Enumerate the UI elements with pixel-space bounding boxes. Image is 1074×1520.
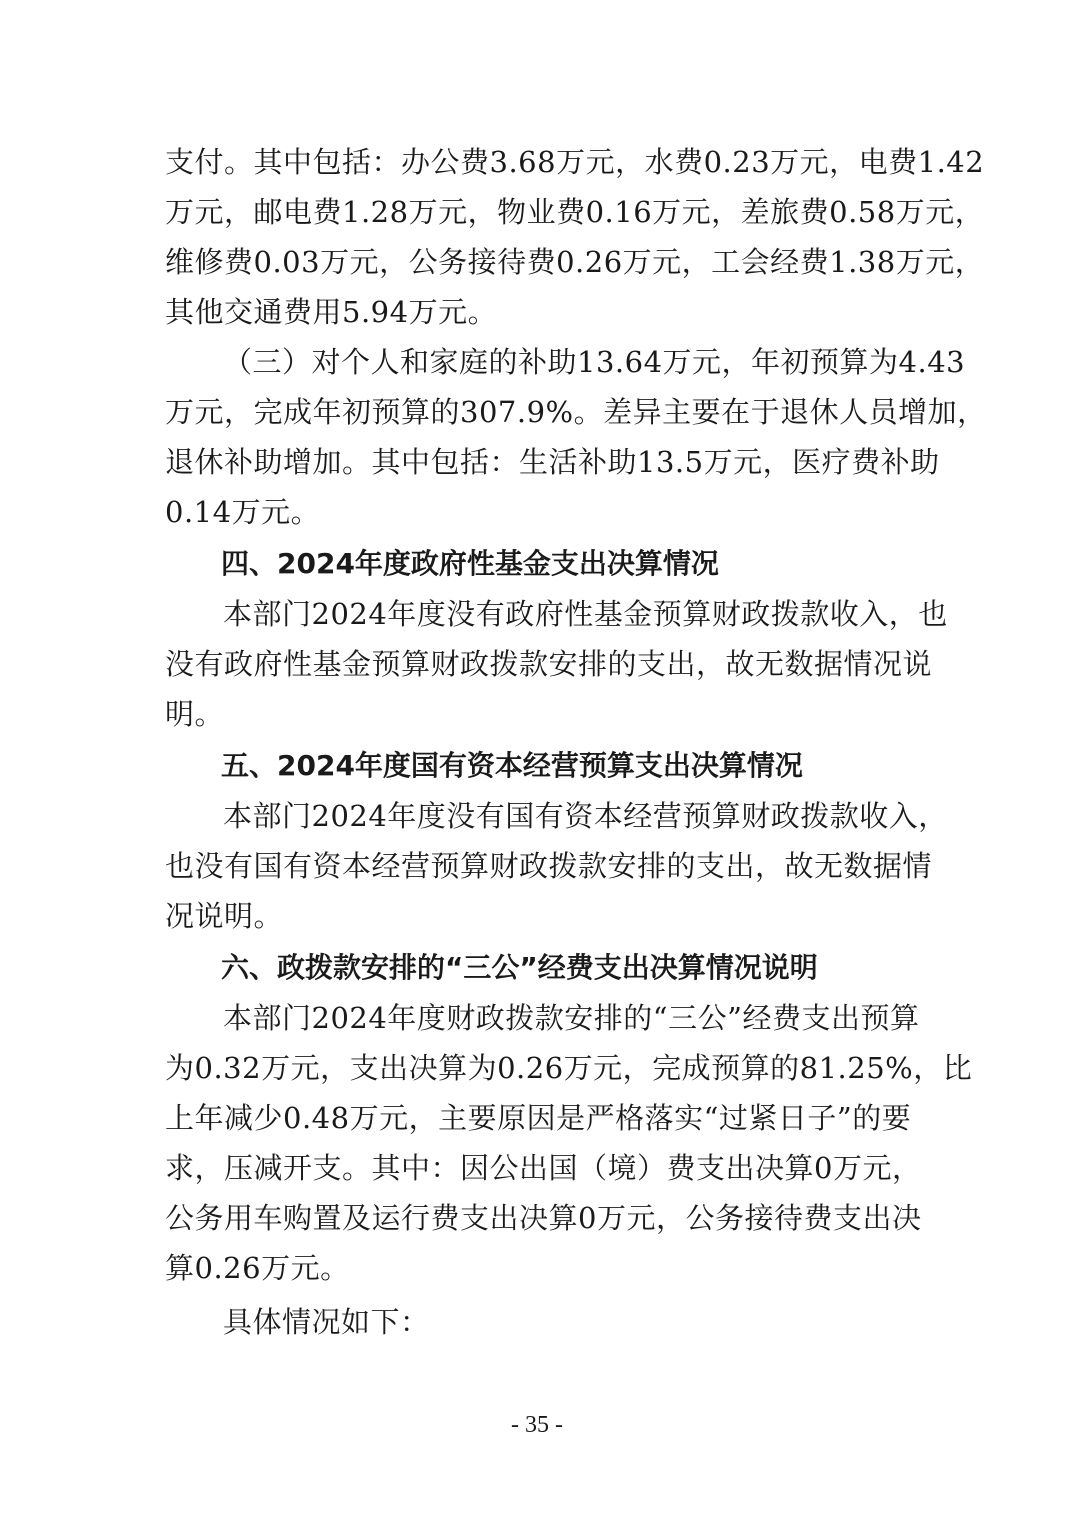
paragraph-line: 为0.32万元，支出决算为0.26万元，完成预算的81.25%，比 (165, 1051, 973, 1085)
paragraph-line: 本部门2024年度财政拨款安排的“三公”经费支出预算 (223, 1001, 920, 1035)
paragraph-line: 退休补助增加。其中包括：生活补助13.5万元，医疗费补助 (165, 445, 940, 479)
section-heading: 六、政拨款安排的“三公”经费支出决算情况说明 (221, 951, 818, 984)
page-number: - 35 - (511, 1412, 563, 1438)
paragraph-line: 万元，邮电费1.28万元，物业费0.16万元，差旅费0.58万元， (165, 195, 985, 229)
paragraph-line: 万元，完成年初预算的307.9%。差异主要在于退休人员增加， (165, 395, 987, 429)
paragraph-line: 求，压减开支。其中：因公出国（境）费支出决算0万元， (165, 1151, 922, 1185)
paragraph-line: 维修费0.03万元，公务接待费0.26万元，工会经费1.38万元， (165, 245, 985, 279)
paragraph-line: 其他交通费用5.94万元。 (165, 295, 498, 329)
section-heading: 四、2024年度政府性基金支出决算情况 (221, 547, 719, 580)
paragraph-line: 况说明。 (165, 899, 284, 933)
paragraph-line: 上年减少0.48万元，主要原因是严格落实“过紧日子”的要 (165, 1101, 912, 1135)
paragraph-line: 没有政府性基金预算财政拨款安排的支出，故无数据情况说 (165, 647, 933, 681)
paragraph-line: 本部门2024年度没有政府性基金预算财政拨款收入，也 (223, 597, 948, 631)
paragraph-line: 也没有国有资本经营预算财政拨款安排的支出，故无数据情 (165, 849, 933, 883)
section-heading: 五、2024年度国有资本经营预算支出决算情况 (221, 749, 803, 782)
paragraph-line: 支付。其中包括：办公费3.68万元，水费0.23万元，电费1.42 (165, 145, 985, 179)
paragraph-line: 0.14万元。 (165, 495, 321, 529)
paragraph-line: （三）对个人和家庭的补助13.64万元，年初预算为4.43 (223, 345, 966, 379)
paragraph-line: 具体情况如下： (223, 1305, 430, 1339)
paragraph-line: 公务用车购置及运行费支出决算0万元，公务接待费支出决 (165, 1201, 922, 1235)
paragraph-line: 明。 (165, 697, 225, 731)
paragraph-line: 算0.26万元。 (165, 1251, 350, 1285)
paragraph-line: 本部门2024年度没有国有资本经营预算财政拨款收入， (223, 799, 948, 833)
